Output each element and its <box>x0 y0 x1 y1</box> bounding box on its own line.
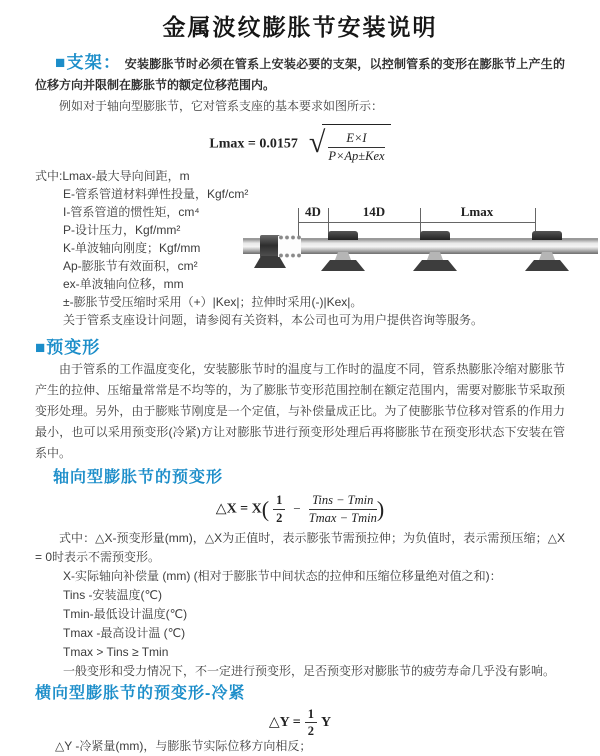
close-paren: ) <box>376 496 385 522</box>
lateral-formula-prefix: △Y = <box>268 714 301 730</box>
bellows-icon <box>278 236 301 257</box>
definition-line: ±-膨胀节受压缩时采用（+）|Kex|；拉伸时采用(-)|Kex|。 <box>63 295 363 309</box>
definition-line: I-管系管道的惯性矩，cm⁴ <box>63 205 200 219</box>
definition-line: ex-单波轴向位移，mm <box>63 277 184 291</box>
radical-sign: √ <box>308 126 326 159</box>
span-label-14d: 14D <box>362 204 386 219</box>
page-title: 金属波纹膨胀节安装说明 <box>162 14 438 40</box>
note-line: Tins -安装温度(℃) <box>63 588 163 602</box>
note-line: X-实际轴向补偿量 (mm) (相对于膨胀节中间状态的拉伸和压缩位移量绝对值之和)： <box>63 569 502 583</box>
definition-line: Ap-膨胀节有效面积，cm² <box>63 259 198 273</box>
temperature-fraction: $\frac{\text{Tins − Tmin}}{Tmax - Tmin}$ <box>308 493 377 525</box>
definition-line: K-单波轴向刚度；Kgf/mm <box>63 241 201 255</box>
support-intro-text: 安装膨胀节时必须在管系上安装必要的支架，以控制管系的变形在膨胀节上产生的位移方向并限制在膨胀节的额定位移范围内。 <box>35 57 565 92</box>
one-half-fraction: $\frac{1}{2}$ <box>305 707 317 739</box>
open-paren: ( <box>261 496 270 522</box>
lmax-formula <box>35 123 565 163</box>
fixed-support-icon <box>260 235 280 258</box>
guide-support-icon <box>320 204 366 278</box>
definition-line: E-管系管道材料弹性投量，Kgf/cm² <box>63 187 249 201</box>
lmax-formula-lhs: Lmax = 0.0157 <box>209 136 298 152</box>
lmax-numerator: E×I <box>328 131 384 147</box>
lateral-formula-suffix: Y <box>320 714 332 730</box>
note-line: 一般变形和受力情况下，不一定进行预变形，足否预变形对膨胀节的疲劳寿命几乎没有影响。 <box>63 664 556 678</box>
note-line: Tmin-最低设计温度(℃) <box>63 607 188 621</box>
axial-formula-prefix: △X = X <box>215 501 262 517</box>
document-page <box>0 12 600 753</box>
lateral-subsection-heading: 横向型膨胀节的预变形-冷紧 <box>35 685 246 702</box>
span-label-4d: 4D <box>305 204 321 219</box>
definition-line: P-设计压力，Kgf/mm² <box>63 223 181 237</box>
radicand <box>322 124 390 167</box>
guide-support-icon <box>412 204 458 278</box>
axial-subsection-heading: 轴向型膨胀节的预变形 <box>53 469 224 486</box>
definition-line: 式中:Lmax-最大导向间距，m <box>35 169 190 183</box>
predeform-section-heading: ■预变形 <box>35 338 101 357</box>
note-line: 式中：△X-预变形量(mm)，△X为正值时，表示膨张节需预拉伸；为负值时，表示需预压缩；△X = 0时表示不需预变形。 <box>35 531 565 564</box>
predeform-body-paragraph: 由于管系的工作温度变化，安装膨胀节时的温度与工作时的温度不同，管系热膨胀冷缩对膨胀节产生的拉伸、压缩量常常是不均等的，为了膨胀节变形范围控制在额定范围内，需要对膨胀节采取预变形处理。另外，由于膨账节刚度是一个定值，与补偿量成正比。为了使膨胀节位移对管系的作用力最小，也可以采用预变形(冷紧)方让对膨胀节进行预变形处理后再将膨胀节在预变形状态下安装在管系中。 <box>35 362 565 460</box>
support-intro-paragraph <box>35 52 565 96</box>
guide-support-icon <box>524 204 570 278</box>
note-line: Tmax > Tins ≥ Tmin <box>63 645 169 659</box>
axial-notes <box>35 529 565 681</box>
pipe-support-diagram <box>243 204 600 278</box>
one-half-fraction: $\frac{1}{2}$ <box>273 493 285 525</box>
lateral-note: △Y -冷紧量(mm)，与膨胀节实际位移方向相反； <box>55 739 312 753</box>
definition-line: 关于管系支座设计问题，请参阅有关资料，本公司也可为用户提供咨询等服务。 <box>63 313 484 327</box>
note-line: Tmax -最高设计温 (℃) <box>63 626 186 640</box>
axial-predeform-formula <box>35 491 565 527</box>
support-example-line: 例如对于轴向型膨胀节，它对管系支座的基本要求如图所示： <box>59 99 384 113</box>
lmax-denominator: P×Ap±Kex <box>328 148 385 163</box>
span-label-lmax: Lmax <box>460 204 494 219</box>
support-section-heading: ■支架： <box>55 53 122 72</box>
lateral-predeform-formula <box>35 707 565 739</box>
minus-sign: − <box>293 501 301 517</box>
